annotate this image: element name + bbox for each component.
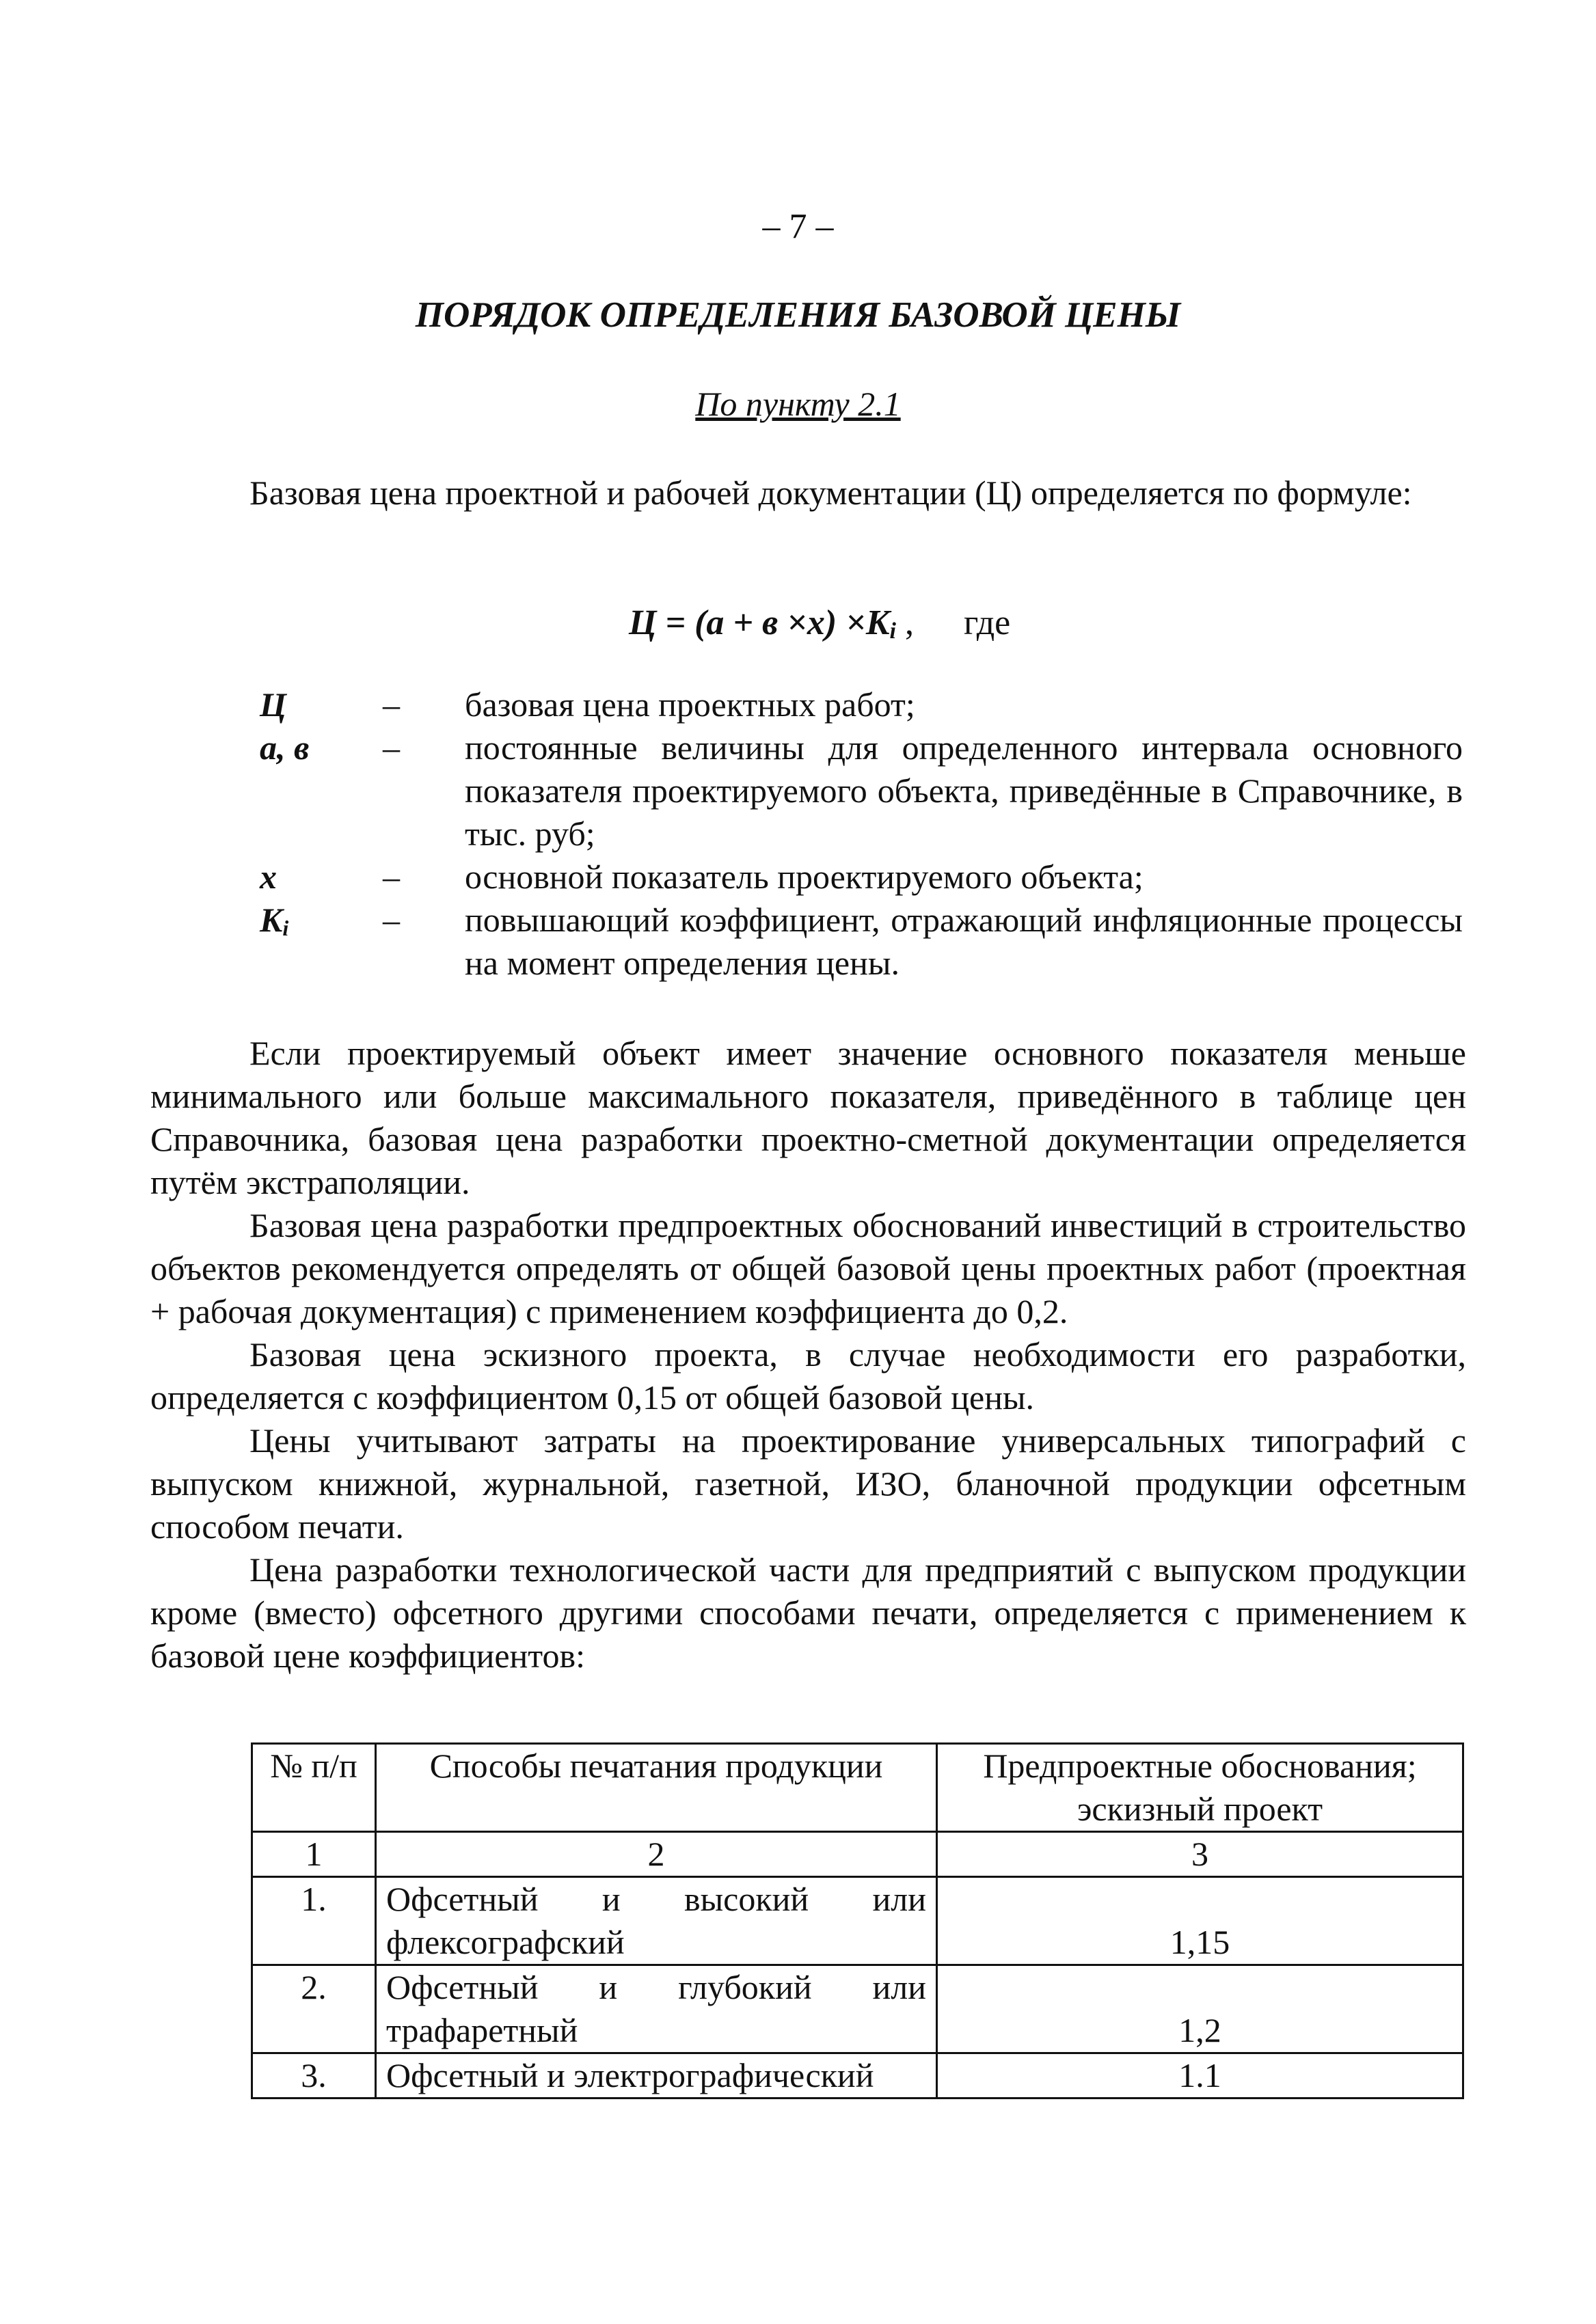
legend-symbol: Ц	[260, 685, 286, 724]
price-formula	[629, 601, 1010, 653]
header-cell: Способы печатания продукции	[376, 1744, 937, 1832]
table-row	[252, 1877, 1463, 1965]
legend-dash: –	[383, 728, 400, 767]
legend-dash: –	[383, 685, 400, 724]
method-cell: Офсетный и электрографический	[376, 2053, 937, 2099]
legend-symbol: Ki	[260, 901, 289, 940]
coefficient-cell: 1.1	[937, 2053, 1463, 2099]
legend-item	[150, 726, 1463, 856]
coefficient-cell: 1,2	[937, 1965, 1463, 2053]
body-paragraph: Цены учитывают затраты на проектирование универсальных типографий с выпуском книжной, журнальной, газетной, ИЗО, бланочной продукции офсетным способом печати.	[150, 1421, 1466, 1546]
method-cell: Офсетный и высокий или флексографский	[376, 1877, 937, 1965]
header-cell: Предпроектные обоснования; эскизный проект	[937, 1744, 1463, 1832]
legend-dash: –	[383, 901, 400, 939]
table-header-row	[252, 1744, 1463, 1832]
legend-dash: –	[383, 858, 400, 896]
column-number-cell: 3	[937, 1832, 1463, 1877]
column-number-cell: 1	[252, 1832, 376, 1877]
body-paragraph: Цена разработки технологической части для предприятий с выпуском продукции кроме (вместо) офсетного другими способами печати, определяется с применением к базовой цене коэффициентов:	[150, 1550, 1466, 1675]
coefficient-cell: 1,15	[937, 1877, 1463, 1965]
table-row	[252, 2053, 1463, 2099]
row-number-cell: 2.	[252, 1965, 376, 2053]
legend-description: повышающий коэффициент, отражающий инфляционные процессы на момент определения цены.	[465, 901, 1463, 982]
coefficient-table	[251, 1742, 1464, 2099]
page-title: ПОРЯДОК ОПРЕДЕЛЕНИЯ БАЗОВОЙ ЦЕНЫ	[415, 295, 1181, 335]
legend-item	[150, 856, 1463, 899]
legend-symbol: х	[260, 858, 277, 896]
formula-where: где	[963, 603, 1011, 642]
legend-description: базовая цена проектных работ;	[465, 685, 915, 724]
body-paragraph: Базовая цена разработки предпроектных обоснований инвестиций в строительство объектов рекомендуется определять от общей базовой цены проектных работ (проектная + рабочая документация) с применением коэффициента до 0,2.	[150, 1206, 1466, 1330]
legend-symbol: а, в	[260, 728, 310, 767]
row-number-cell: 3.	[252, 2053, 376, 2099]
legend-description: постоянные величины для определенного интервала основного показателя проектируемого объекта, приведённые в Справочнике, в тыс. руб;	[465, 728, 1463, 853]
legend-description: основной показатель проектируемого объекта;	[465, 858, 1144, 896]
formula-subscript: i	[889, 618, 896, 644]
formula-comma: ,	[904, 603, 914, 642]
formula-legend	[150, 683, 1463, 985]
formula-expression: Ц = (а + в ×х) ×K	[629, 603, 890, 642]
section-subtitle: По пункту 2.1	[695, 385, 901, 423]
table-row	[252, 1965, 1463, 2053]
body-paragraph: Если проектируемый объект имеет значение основного показателя меньше минимального или больше максимального показателя, приведённого в таблице цен Справочника, базовая цена разработки проектно-сметной документации определяется путём экстраполяции.	[150, 1034, 1466, 1201]
header-cell: № п/п	[252, 1744, 376, 1832]
column-number-cell: 2	[376, 1832, 937, 1877]
page-number: – 7 –	[762, 207, 834, 246]
legend-item	[150, 683, 1463, 726]
intro-paragraph: Базовая цена проектной и рабочей документации (Ц) определяется по формуле:	[249, 474, 1412, 512]
method-cell: Офсетный и глубокий или трафаретный	[376, 1965, 937, 2053]
row-number-cell: 1.	[252, 1877, 376, 1965]
body-paragraph: Базовая цена эскизного проекта, в случае необходимости его разработки, определяется с коэффициентом 0,15 от общей базовой цены.	[150, 1335, 1466, 1417]
table-column-numbers-row	[252, 1832, 1463, 1877]
legend-item	[150, 899, 1463, 985]
